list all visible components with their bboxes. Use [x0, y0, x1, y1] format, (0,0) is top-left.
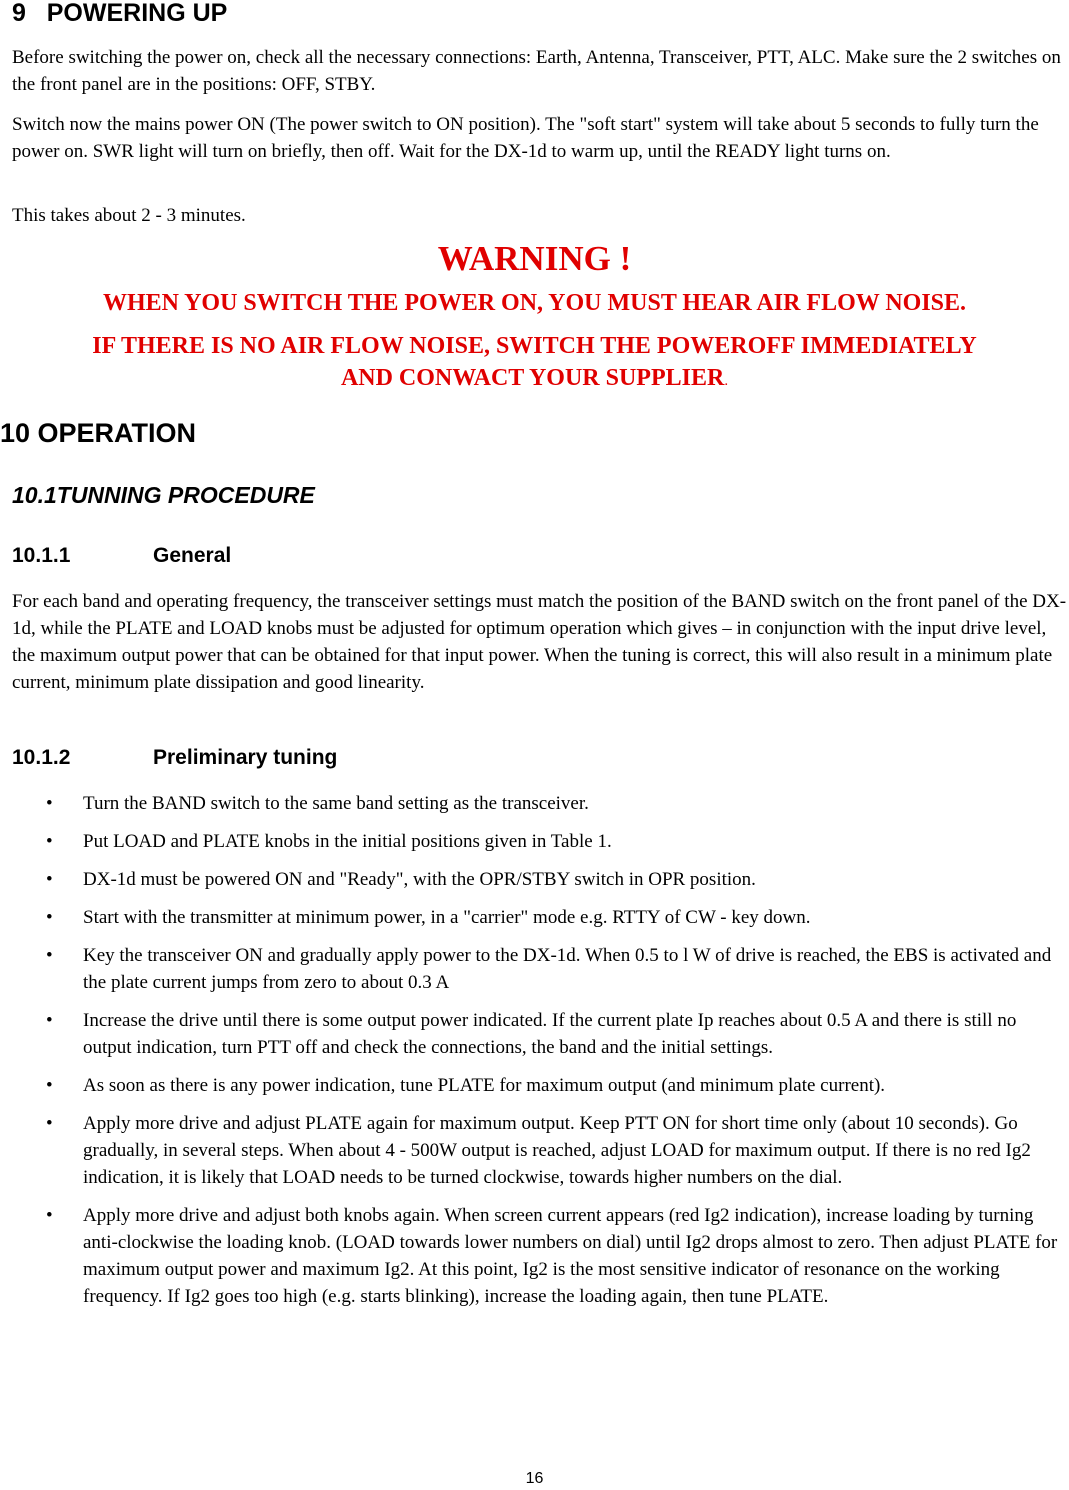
bullet-icon: •	[46, 907, 53, 928]
list-item-text: Turn the BAND switch to the same band setting as the transceiver.	[83, 793, 589, 814]
list-item-text: Start with the transmitter at minimum power, in a "carrier" mode e.g. RTTY of CW - key down.	[83, 907, 811, 928]
list-item-text: Increase the drive until there is some output power indicated. If the current plate Ip reaches about 0.5 A and there is still no output indication, turn PTT off and check the connections, the band and the initial settings.	[83, 1010, 1017, 1058]
list-item	[0, 790, 1069, 817]
bullet-icon: •	[46, 831, 53, 852]
subsection-10-1-1-heading	[12, 544, 612, 568]
warning-line-3-period: .	[724, 373, 729, 389]
warning-line-2: IF THERE IS NO AIR FLOW NOISE, SWITCH THE POWEROFF IMMEDIATELY	[92, 333, 977, 359]
subsection-10-1-title: TUNNING PROCEDURE	[56, 482, 315, 508]
section-9-title: POWERING UP	[46, 0, 228, 27]
bullet-icon: •	[46, 1113, 53, 1134]
powering-up-paragraph-3: This takes about 2 - 3 minutes.	[12, 205, 246, 226]
list-item-text: As soon as there is any power indication, tune PLATE for maximum output (and minimum plate current).	[83, 1075, 886, 1096]
subsection-10-1-heading	[12, 482, 315, 509]
powering-up-paragraph-2: Switch now the mains power ON (The power switch to ON position). The "soft start" system will take about 5 seconds to fully turn the power on. SWR light will turn on briefly, then off. Wait for the DX-1d to warm up, until the READY light turns on.	[12, 114, 1039, 162]
list-item	[0, 866, 1069, 893]
list-item	[0, 1202, 1069, 1310]
subsection-10-1-number: 10.1	[12, 482, 57, 508]
bullet-icon: •	[46, 1205, 53, 1226]
list-item	[0, 1007, 1069, 1061]
list-item-text: DX-1d must be powered ON and "Ready", with the OPR/STBY switch in OPR position.	[83, 869, 756, 890]
subsection-10-1-2-number: 10.1.2	[12, 746, 71, 769]
list-item-text: Key the transceiver ON and gradually apply power to the DX-1d. When 0.5 to l W of drive is reached, the EBS is activated and the plate current jumps from zero to about 0.3 A	[83, 945, 1052, 993]
section-9-heading	[12, 0, 227, 28]
preliminary-tuning-list	[0, 790, 1069, 1321]
subsection-10-1-1-number: 10.1.1	[12, 544, 71, 567]
list-item	[0, 904, 1069, 931]
general-paragraph: For each band and operating frequency, the transceiver settings must match the position of the BAND switch on the front panel of the DX-1d, while the PLATE and LOAD knobs must be adjusted for optimum operation which gives – in conjunction with the input drive level, the maximum output power that can be obtained for that input power. When the tuning is correct, this will also result in a minimum plate current, minimum plate dissipation and good linearity.	[12, 591, 1067, 693]
bullet-icon: •	[46, 869, 53, 890]
section-9-number: 9	[12, 0, 26, 27]
list-item-text: Put LOAD and PLATE knobs in the initial positions given in Table 1.	[83, 831, 612, 852]
powering-up-paragraph-1: Before switching the power on, check all the necessary connections: Earth, Antenna, Transceiver, PTT, ALC. Make sure the 2 switches on the front panel are in the positions: OFF, STBY.	[12, 47, 1061, 95]
subsection-10-1-1-title: General	[153, 544, 232, 567]
bullet-icon: •	[46, 945, 53, 966]
bullet-icon: •	[46, 1010, 53, 1031]
warning-line-3: AND CONWACT YOUR SUPPLIER	[340, 365, 725, 391]
list-item-text: Apply more drive and adjust PLATE again for maximum output. Keep PTT ON for short time only (about 10 seconds). Go gradually, in several steps. When about 4 - 500W output is reached, adjust LOAD for maximum output. If there is no red Ig2 indication, it is likely that LOAD needs to be turned clockwise, towards higher numbers on the dial.	[83, 1113, 1031, 1188]
subsection-10-1-2-heading	[12, 746, 612, 770]
bullet-icon: •	[46, 793, 53, 814]
list-item	[0, 828, 1069, 855]
warning-line-1: WHEN YOU SWITCH THE POWER ON, YOU MUST HEAR AIR FLOW NOISE.	[102, 290, 967, 316]
list-item	[0, 942, 1069, 996]
section-10-heading: 10 OPERATION	[0, 418, 197, 448]
page-number: 16	[525, 1470, 544, 1487]
bullet-icon: •	[46, 1075, 53, 1096]
list-item	[0, 1110, 1069, 1191]
list-item-text: Apply more drive and adjust both knobs again. When screen current appears (red Ig2 indication), increase loading by turning anti-clockwise the loading knob. (LOAD towards lower numbers on dial) until Ig2 drops almost to zero. Then adjust PLATE for maximum output power and maximum Ig2. At this point, Ig2 is the most sensitive indicator of resonance on the working frequency. If Ig2 goes too high (e.g. starts blinking), increase the loading again, then tune PLATE.	[83, 1205, 1058, 1307]
warning-title: WARNING !	[437, 239, 632, 278]
subsection-10-1-2-title: Preliminary tuning	[153, 746, 338, 769]
warning-line-3-container	[0, 362, 1069, 397]
list-item	[0, 1072, 1069, 1099]
